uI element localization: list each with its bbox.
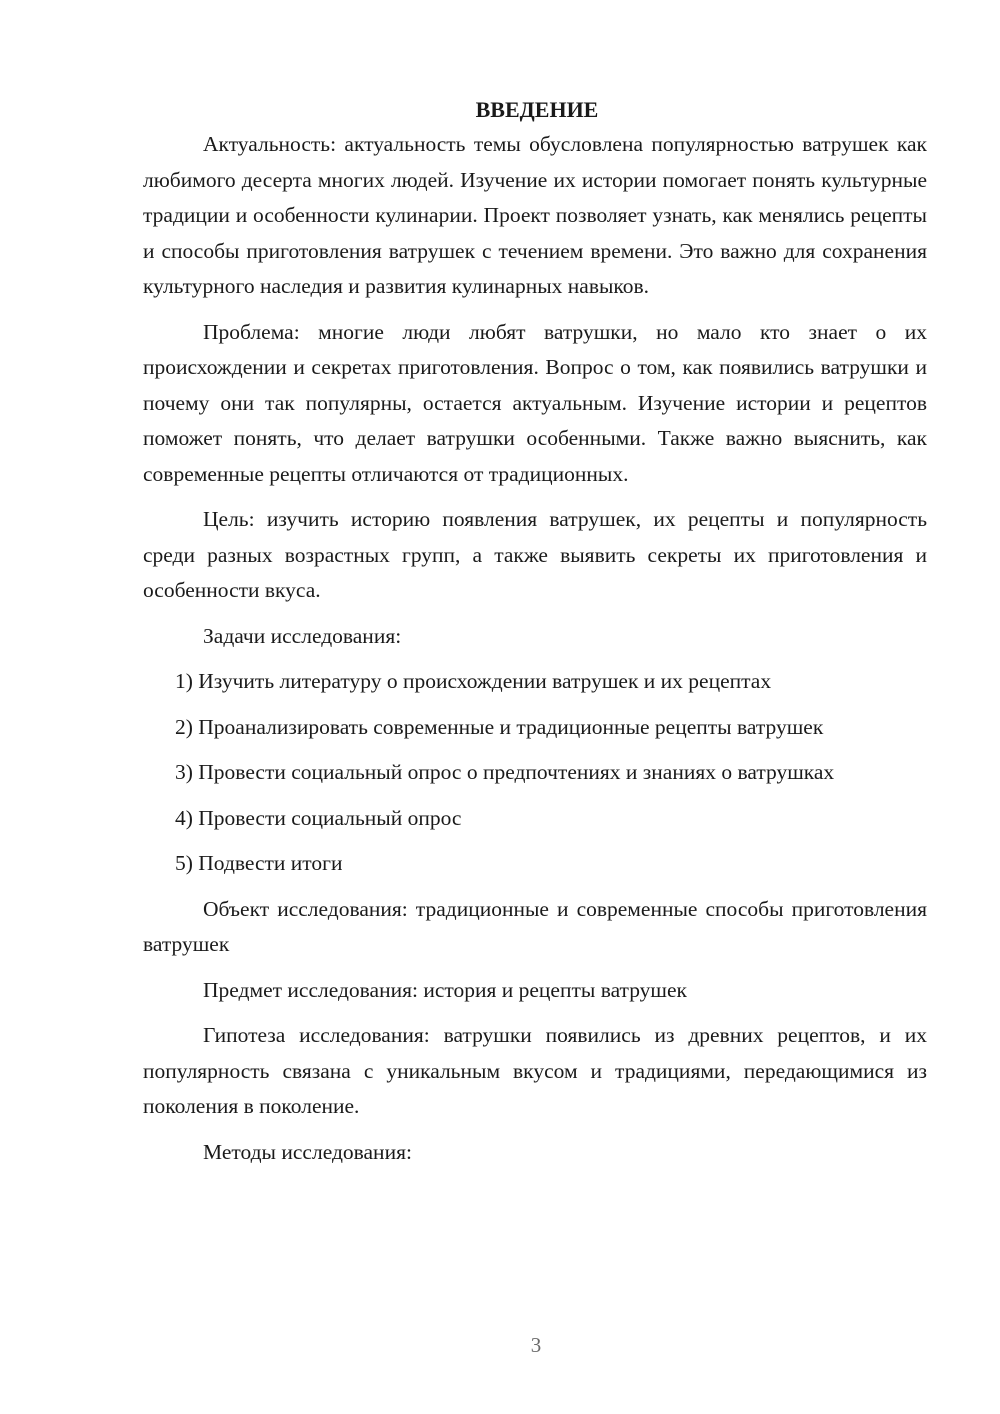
list-item: 2) Проанализировать современные и традиционные рецепты ватрушек — [175, 714, 824, 739]
list-item: 4) Провести социальный опрос — [175, 805, 462, 830]
list-item: 3) Провести социальный опрос о предпочтениях и знаниях о ватрушках — [175, 760, 835, 784]
tasks-heading: Задачи исследования: — [203, 623, 402, 648]
relevance-paragraph: Актуальность: актуальность темы обусловлена популярностью ватрушек как любимого десерта многих людей. Изучение их истории помогает понять культурные традиции и особенности кулинарии. Проект позволяет узнать, как менялись рецепты и способы приготовления ватрушек с течением времени. Это важно для сохранения культурного наследия и развития кулинарных навыков. — [143, 132, 927, 298]
hypothesis-paragraph: Гипотеза исследования: ватрушки появились из древних рецептов, и их популярность связана с уникальным вкусом и традициями, передающимися из поколения в поколение. — [143, 1023, 927, 1118]
list-item: 5) Подвести итоги — [175, 851, 343, 875]
object-paragraph: Объект исследования: традиционные и современные способы приготовления ватрушек — [143, 896, 927, 956]
subject-paragraph: Предмет исследования: история и рецепты ватрушек — [203, 977, 687, 1002]
goal-paragraph: Цель: изучить историю появления ватрушек, их рецепты и популярность среди разных возрастных групп, а также выявить секреты их приготовления и особенности вкуса. — [143, 507, 927, 602]
methods-heading: Методы исследования: — [203, 1139, 412, 1164]
section-title: ВВЕДЕНИЕ — [475, 97, 599, 122]
list-item: 1) Изучить литературу о происхождении ватрушек и их рецептах — [175, 669, 772, 693]
tasks-list — [143, 664, 927, 882]
problem-paragraph: Проблема: многие люди любят ватрушки, но мало кто знает о их происхождении и секретах приготовления. Вопрос о том, как появились ватрушки и почему они так популярны, остается актуальным. Изучение истории и рецептов поможет понять, что делает ватрушки особенными. Также важно выяснить, как современные рецепты отличаются от традиционных. — [143, 319, 927, 486]
page-number: 3 — [530, 1333, 542, 1357]
document-page — [143, 92, 927, 1180]
